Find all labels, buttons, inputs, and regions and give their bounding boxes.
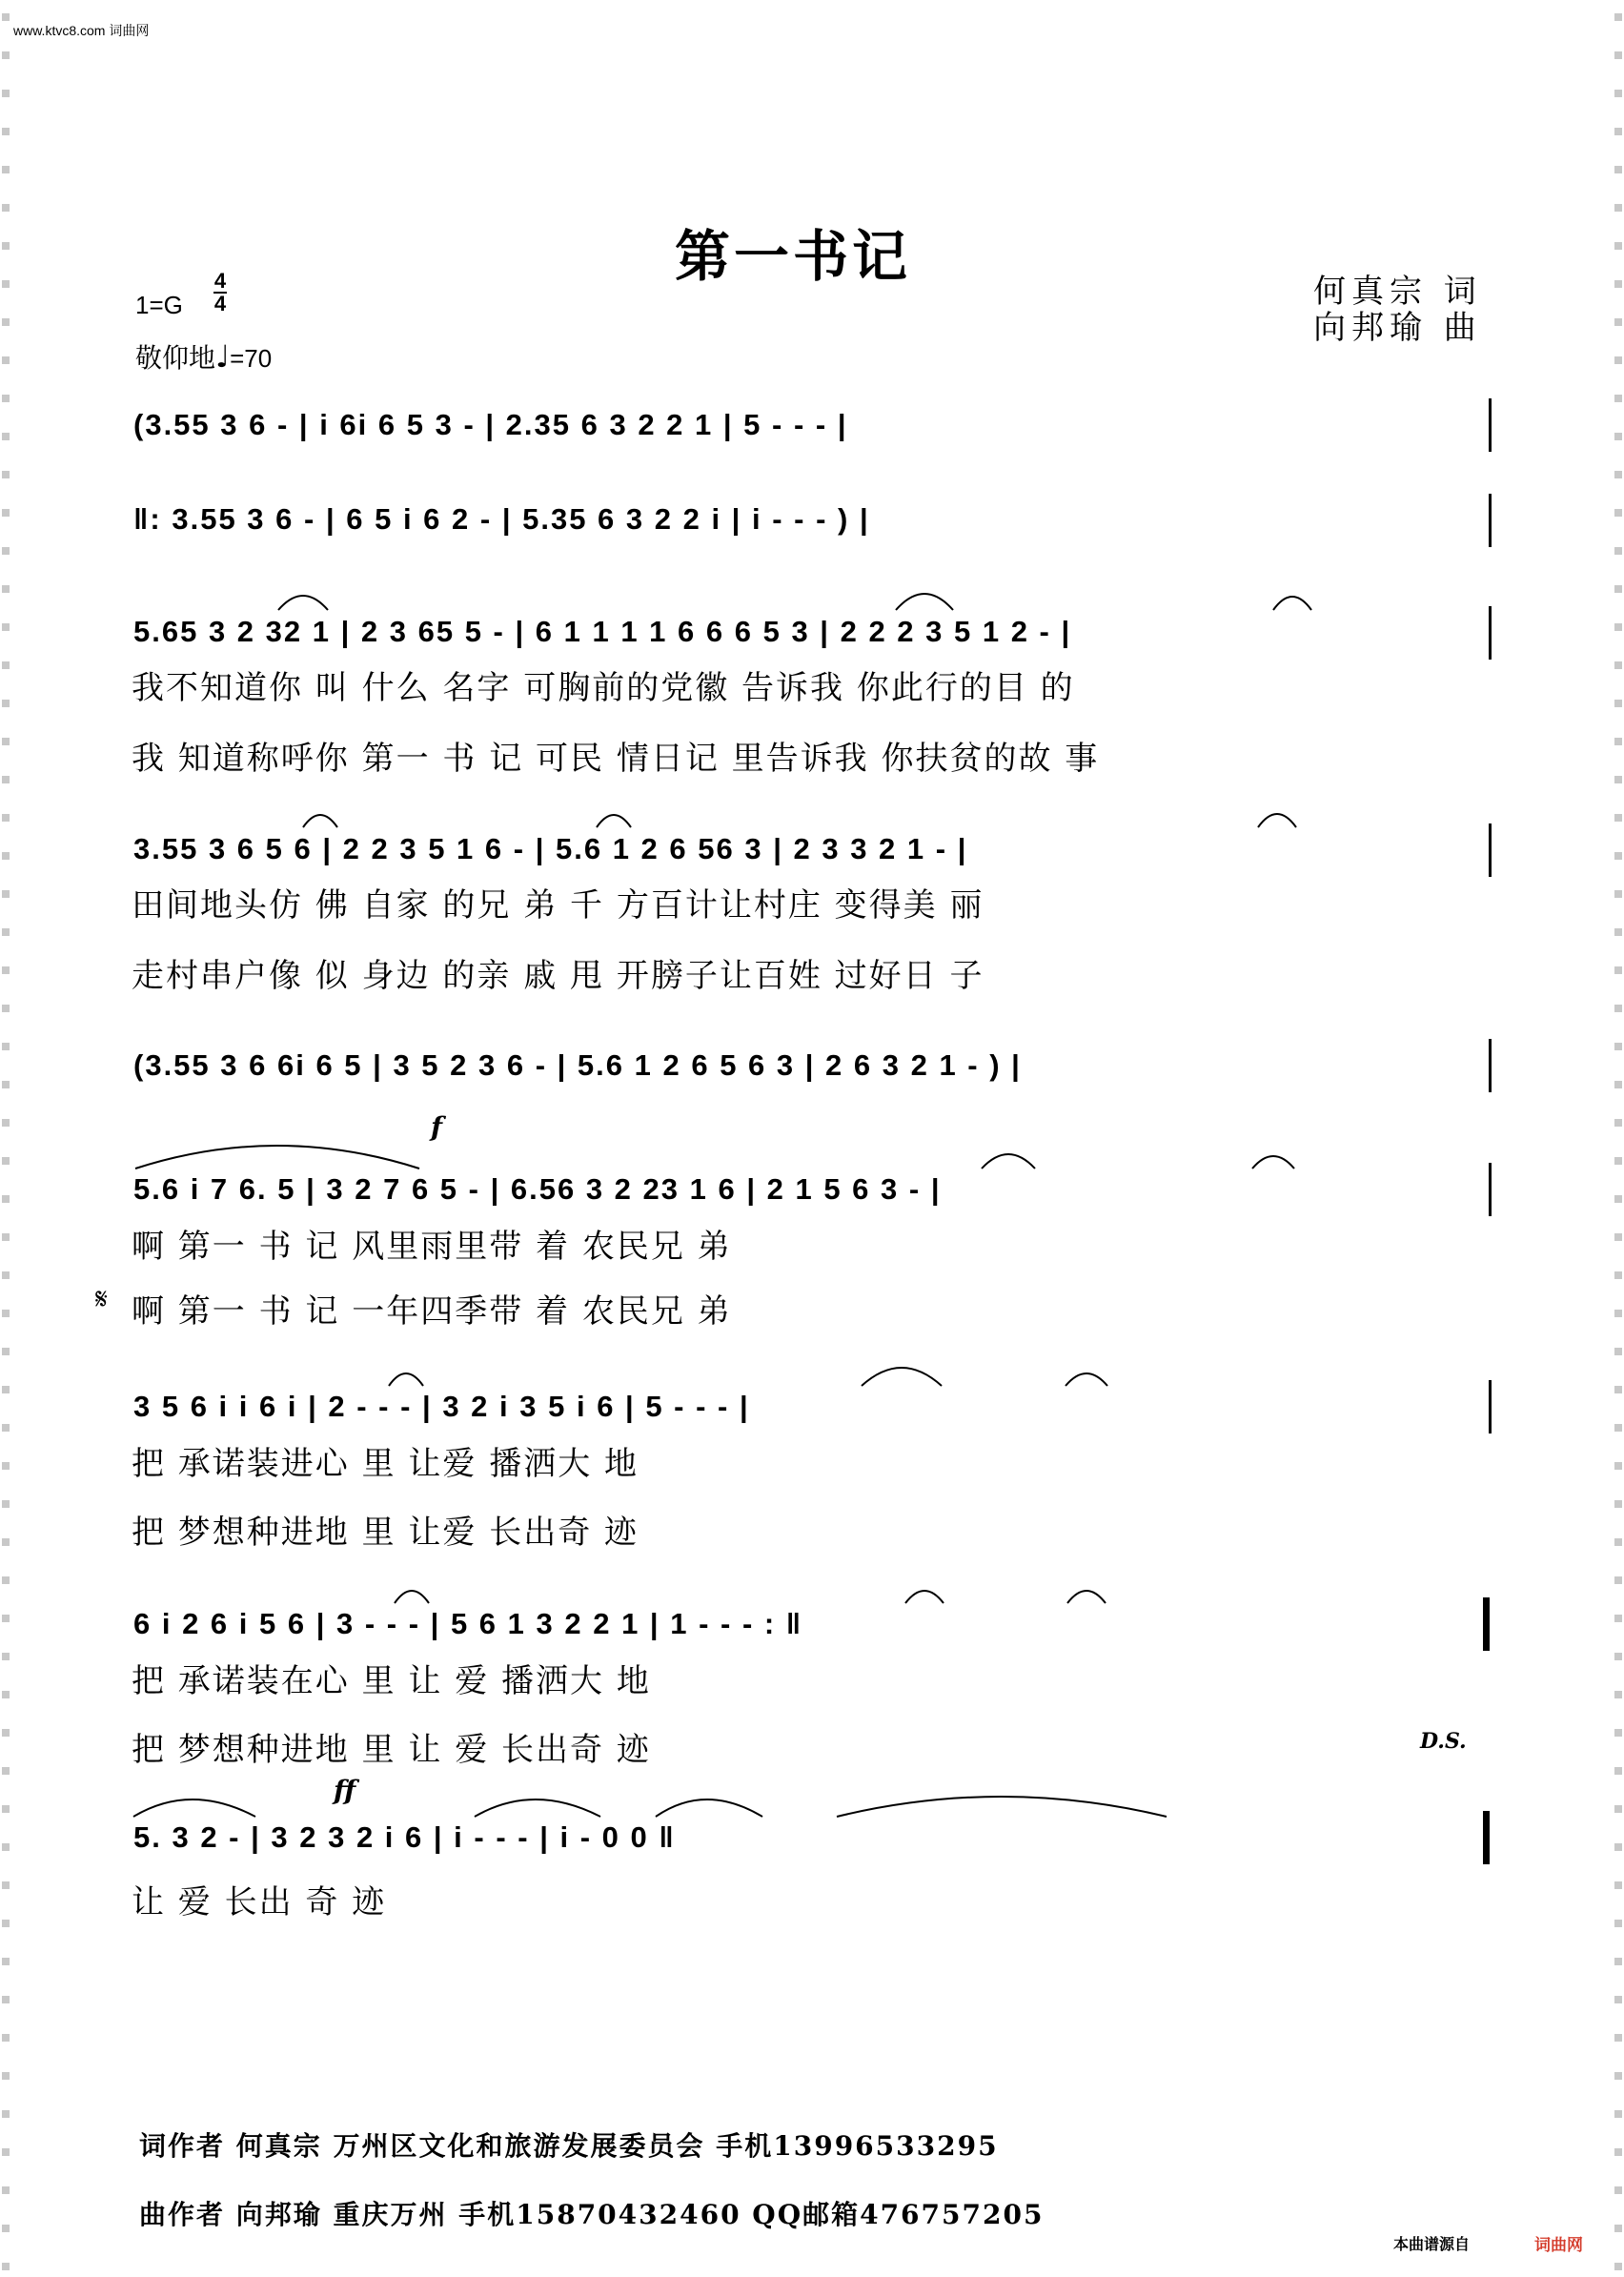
tie [1258, 814, 1296, 827]
song-title: 第一书记 [675, 224, 912, 289]
tie [1066, 1373, 1107, 1386]
composer-contact: 曲作者 向邦瑜 重庆万州 手机15870432460 QQ邮箱476757205 [139, 2199, 1045, 2230]
site-logo: 词曲网 [1534, 2236, 1583, 2254]
system-9-notes: 5. 3 2 - | 3 2 3 2 i 6 | i - - - | i - 0 0 ‖ [133, 1820, 676, 1854]
system-3-notes: 5.65 3 2 32 1 | 2 3 65 5 - | 6 1 1 1 1 6 6 6 5 3 | 2 2 2 3 5 1 2 - | [133, 615, 1072, 648]
system-4-lyric-verse-2: 走村串户像 似 身边 的亲 戚 甩 开膀子让百姓 过好日 子 [132, 957, 985, 995]
tie [303, 815, 337, 827]
forte-mark: f [431, 1111, 443, 1143]
slur [135, 1146, 419, 1169]
slur [862, 1368, 942, 1386]
fortissimo-mark: ff [334, 1775, 356, 1806]
tie [1252, 1156, 1294, 1169]
composer-credit: 向邦瑜 曲 [1313, 309, 1482, 347]
tie [905, 1591, 944, 1603]
system-1-notes: (3.55 3 6 - | i 6i 6 5 3 - | 2.35 6 3 2 2 1 | 5 - - - | [133, 408, 848, 441]
system-5-notes: (3.55 3 6 6i 6 5 | 3 5 2 3 6 - | 5.6 1 2 6 5 6 3 | 2 6 3 2 1 - ) | [133, 1048, 1022, 1082]
system-6-lyric-verse-2: 啊 第一 书 记 一年四季带 着 农民兄 弟 [132, 1292, 732, 1331]
quarter-note-icon: ♩ [215, 338, 231, 375]
system-6-notes: 5.6 i 7 6. 5 | 3 2 7 6 5 - | 6.56 3 2 23 1 6 | 2 1 5 6 3 - | [133, 1172, 942, 1206]
source-note: 本曲谱源自 [1393, 2237, 1471, 2253]
time-sig-bottom: 4 [213, 292, 227, 315]
tie [1067, 1591, 1106, 1603]
tie [278, 596, 328, 610]
system-7-lyric-verse-1: 把 承诺装进心 里 让爱 播洒大 地 [132, 1445, 639, 1483]
system-3-lyric-verse-2: 我 知道称呼你 第一 书 记 可民 情日记 里告诉我 你扶贫的故 事 [132, 740, 1100, 778]
system-8-notes: 6 i 2 6 i 5 6 | 3 - - - | 5 6 1 3 2 2 1 | 1 - - - : ‖ [133, 1607, 803, 1640]
tie [896, 594, 953, 610]
slur [837, 1797, 1167, 1817]
system-8-lyric-verse-2: 把 梦想种进地 里 让 爱 长出奇 迹 [132, 1731, 651, 1769]
tie [982, 1154, 1035, 1169]
system-4-lyric-verse-1: 田间地头仿 佛 自家 的兄 弟 千 方百计让村庄 变得美 丽 [132, 886, 985, 925]
system-6-lyric-verse-1: 啊 第一 书 记 风里雨里带 着 农民兄 弟 [132, 1228, 732, 1266]
system-3-lyric-verse-1: 我不知道你 叫 什么 名字 可胸前的党徽 告诉我 你此行的目 的 [132, 669, 1075, 707]
key-signature: 1=G [135, 291, 183, 319]
tie [389, 1373, 423, 1386]
slur [656, 1799, 762, 1817]
slur [475, 1799, 600, 1817]
site-label: www.ktvc8.com 词曲网 [13, 23, 150, 38]
tempo-text: 敬仰地 [135, 342, 216, 374]
system-9-lyric: 让 爱 长出 奇 迹 [132, 1883, 387, 1921]
system-8-lyric-verse-1: 把 承诺装在心 里 让 爱 播洒大 地 [132, 1662, 651, 1700]
tie [1273, 597, 1311, 610]
system-7-notes: 3 5 6 i i 6 i | 2 - - - | 3 2 i 3 5 i 6 | 5 - - - | [133, 1390, 750, 1423]
tie [395, 1591, 429, 1603]
tie [597, 815, 631, 827]
lyricist-credit: 何真宗 词 [1313, 273, 1482, 311]
system-7-lyric-verse-2: 把 梦想种进地 里 让爱 长出奇 迹 [132, 1514, 639, 1552]
time-sig-top: 4 [213, 269, 227, 293]
tempo-value: =70 [230, 344, 273, 373]
system-2-notes: ‖: 3.55 3 6 - | 6 5 i 6 2 - | 5.35 6 3 2 2 i | i - - - ) | [133, 502, 870, 536]
segno-mark: 𝄋 [95, 1283, 110, 1316]
lyricist-contact: 词作者 何真宗 万州区文化和旅游发展委员会 手机13996533295 [139, 2130, 999, 2162]
ds-mark: D.S. [1420, 1729, 1467, 1754]
system-4-notes: 3.55 3 6 5 6 | 2 2 3 5 1 6 - | 5.6 1 2 6 56 3 | 2 3 3 2 1 - | [133, 832, 968, 865]
slur [133, 1799, 255, 1817]
